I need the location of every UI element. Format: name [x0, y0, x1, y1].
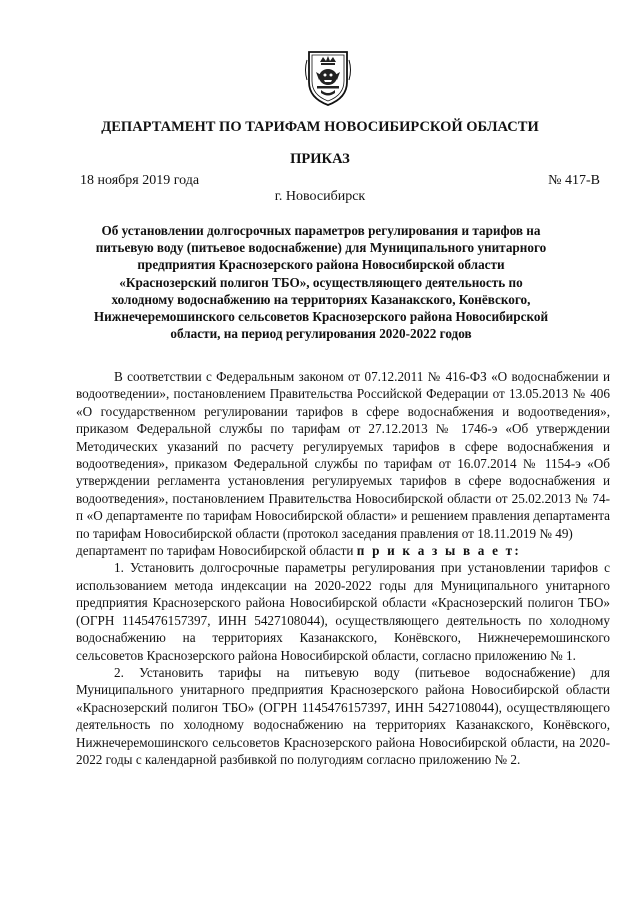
preamble-paragraph: В соответствии с Федеральным законом от 07.12.2011 № 416-ФЗ «О водоснабжении и водоотведении», постановлением Правительства Российской Федерации от 13.05.2013 № 406 «О государственном регулировании тарифов в сфере водоснабжения и водоотведения», приказом Федеральной службы по тарифам от 27.12.2013 № 1746-э «Об утверждении Методических указаний по расчету регулируемых тарифов в сфере водоснабжения и водоотведения», приказом Федеральной службы по тарифам от 16.07.2014 № 1154-э «Об утверждении регламента установления регулируемых тарифов в сфере водоснабжения и водоотведения», постановлением Правительства Новосибирской области от 25.02.2013 № 74-п «О департаменте по тарифам Новосибирской области» и решением правления департамента по тарифам Новосибирской области (протокол заседания правления от 18.11.2019 № 49)	[76, 369, 610, 541]
title-line: Об установлении долгосрочных параметров регулирования и тарифов на	[101, 223, 541, 238]
department-name: ДЕПАРТАМЕНТ ПО ТАРИФАМ НОВОСИБИРСКОЙ ОБЛАСТИ	[101, 119, 539, 135]
order-item-2: 2. Установить тарифы на питьевую воду (питьевое водоснабжение) для Муниципального унитарного предприятия Краснозерского района Новосибирской области «Краснозерский полигон ТБО» (ОГРН 1145476157397, ИНН 5427108044), осуществляющего деятельность по холодному водоснабжению на территориях Казанакского, Конёвского, Нижнечеремошинского сельсоветов Краснозерского района Новосибирской области, на 2020-2022 годы с календарной разбивкой по полугодиям согласно приложению № 2.	[76, 664, 610, 767]
document-type: ПРИКАЗ	[290, 151, 350, 167]
document-number: № 417-В	[548, 173, 600, 188]
document-title	[76, 222, 566, 342]
order-item-1: 1. Установить долгосрочные параметры регулирования при установлении тарифов с использованием метода индексации на 2020-2022 годы для Муниципального унитарного предприятия Краснозерского района Новосибирской области «Краснозерский полигон ТБО» (ОГРН 1145476157397, ИНН 5427108044), осуществляющего деятельность по холодному водоснабжению на территориях Казанакского, Конёвского, Нижнечеремошинского сельсоветов Краснозерского района Новосибирской области, согласно приложению № 1.	[76, 560, 610, 663]
decree-word: п р и к а з ы в а е т:	[356, 543, 521, 559]
decree-line	[76, 542, 610, 559]
coat-of-arms-icon	[303, 48, 353, 108]
title-line: «Краснозерский полигон ТБО», осуществляющего деятельность по	[119, 274, 523, 290]
title-line: холодному водоснабжению на территориях Казанакского, Конёвского,	[111, 291, 531, 307]
document-date: 18 ноября 2019 года	[80, 173, 200, 188]
decree-lead: департамент по тарифам Новосибирской области	[76, 543, 354, 559]
document-city: г. Новосибирск	[274, 189, 366, 204]
title-line: области, на период регулирования 2020-2022 годов	[170, 326, 472, 342]
document-body	[76, 368, 610, 768]
title-line: питьевую воду (питьевое водоснабжение) для Муниципального унитарного	[95, 240, 547, 256]
title-line: предприятия Краснозерского района Новосибирской области	[137, 257, 505, 273]
title-line: Нижнечеремошинского сельсоветов Краснозерского района Новосибирской	[93, 309, 549, 325]
